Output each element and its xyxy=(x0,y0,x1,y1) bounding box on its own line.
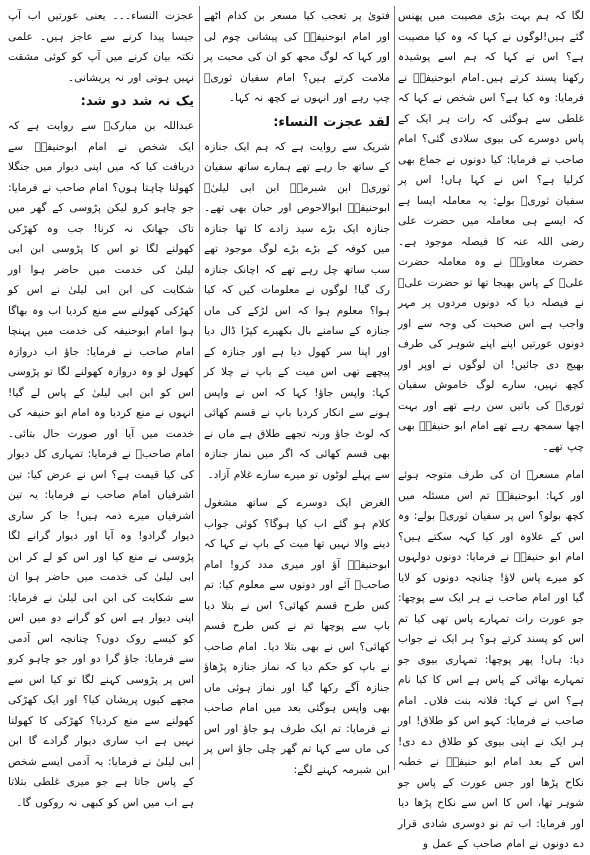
paragraph: لگا کہ ہم بہت بڑی مصیبت میں پھنس گئے ہیں!لوگوں نے کہا کہ وہ کیا مصیبت ہے؟ اس نے کہا کہ ہم اسے پوشیدہ رکھنا پسند کرتے ہیں۔امام ابوحنیفہؒ نے فرمایا: وہ کیا ہے؟ اس شخص نے کہا کہ غلطی سے ہوگئی کہ رات ہر ایک کے پاس دوسرے کی بیوی سلادی گئی؟ امام صاحب نے فرمایا: کیا دونوں نے جماع بھی کرلیا ہے؟ اس نے کہا ہاں! اس پر سفیان ثوریؒ بولے: یہ معاملہ ایسا ہے کہ ایسے ہی معاملہ میں حضرت علی رضی اللہ عنہ کا فیصلہ موجود ہے۔ حضرت معاویہؓ نے وہ معاملہ حضرت علیؓ کے پاس بھیجا تھا تو حضرت علیؓ نے فیصلہ دیا کہ دونوں مردوں پر مہر واجب ہے اس صحبت کی وجہ سے اور دونوں عورتیں اپنے اپنے شوہر کی طرف بھیج دی جائیں! ان لوگوں نے اوپر اور کچھ نہیں، سارے لوگ خاموش سفیان ثوریؒ کی باتیں سن رہے تھے اور بہت اچھا سمجھ رہے تھے امام ابو حنیفہؒ بھی چپ تھے۔ xyxy=(398,10,584,453)
paragraph: عجزت النساء۔۔۔ یعنی عورتیں اب آپ جیسا پیدا کرنے سے عاجز ہیں۔ علمی نکتہ بیان کرنے میں آپ کو کوئی مشقت نہیں ہوتی اور نہ پریشانی۔ xyxy=(8,10,194,84)
text-column-middle xyxy=(204,6,390,780)
text-column-right xyxy=(398,6,584,855)
section-heading: لقد عجزت النساء: xyxy=(273,114,390,130)
column-divider-left xyxy=(199,6,200,770)
text-column-left xyxy=(8,6,194,813)
paragraph: فتویٰ پر تعجب کیا مسعر بن کدام اٹھے اور امام ابوحنیفہؒ کی پیشانی چوم لی اور کہا کہ لوگ مجھ کو ان کی محبت پر ملامت کرتے ہیں؟ امام سفیان ثوریؒ چپ رہے اور انہوں نے کچھ نہ کہا۔ xyxy=(204,10,390,104)
paragraph: امام مسعرؒ ان کی طرف متوجہ ہوئے اور کہا: ابوحنیفہؒ تم اس مسئلہ میں کچھ بولو؟ اس پر سفیان ثوریؒ بولے: وہ اس کے علاوہ اور کیا کہہ سکتے ہیں؟ امام ابو حنیفہؒ نے فرمایا: دونوں دولہوں کو میرے پاس لاؤ! چنانچہ دونوں کو لایا گیا اور امام صاحب نے ہر ایک سے پوچھا: جو عورت رات تمہارے پاس تھی کیا تم اس کو پسند کرتے ہو؟ ہر ایک نے جواب دیا: ہاں! پھر پوچھا: تمہاری بیوی جو تمہارے بھائی کے پاس ہے اس کا کیا نام ہے؟ اس نے کہا: فلانہ بنت فلاں۔ امام صاحب نے فرمایا: کہو اس کو طلاق! اور ہر ایک نے اپنی بیوی کو طلاق دے دی! اس کے بعد امام ابو حنیفہؒ نے خطبہ نکاح پڑھا اور جس عورت کے پاس جو شوہر تھا، اس کا اس سے نکاح پڑھا دیا اور فرمایا: اب تم نو دوسری شادی قرار دے دونوں نے امام صاحب کے عمل و xyxy=(398,469,584,850)
paragraph: عبداللہ بن مبارکؒ سے روایت ہے کہ ایک شخص نے امام ابوحنیفہؒ سے دریافت کیا کہ میں اپنی دیوار میں جنگلا کھولنا چاہتا ہوں؟ امام صاحب نے فرمایا: جو چاہو کرو لیکن پڑوسی کے گھر میں تاک جھانک نہ کرنا! جب وہ کھڑکی کھولنے لگا تو اس کا پڑوسی ابن ابی لیلیٰ کی خدمت میں حاضر ہوا اور شکایت کی ابن ابی لیلیٰ نے اس کو کھڑکی کھولنے سے منع کردیا اب وہ بھاگا ہوا امام ابوحنیفہ کی خدمت میں پہنچا امام صاحب نے فرمایا: جاؤ اب دروازہ کھول لو وہ دروازہ کھولنے لگا تو پڑوسی اس کو ابن ابی لیلیٰ کے پاس لے گیا! انہوں نے منع کردیا وہ امام ابو حنیفہ کی خدمت میں آیا اور صورت حال بتائی۔ امام صاحبؒ نے فرمایا: تمہاری کل دیوار کی کیا قیمت ہے؟ اس نے عرض کیا: تین اشرفیاں امام صاحب نے فرمایا: یہ تین اشرفیاں میرے ذمہ ہیں! جا کر ساری دیوار گرادو! وہ آیا اور دیوار گرانے لگا پڑوسی نے منع کیا اور اس کو لے کر ابن ابی لیلیٰ کی خدمت میں حاضر ہوا ان سے شکایت کی ابن ابی لیلیٰ نے فرمایا: اپنی دیوار ہے اس کو گرانے دو میں اس کو کیسے روک دوں؟ چنانچہ اس آدمی سے فرمایا: جاؤ گرا دو اور جو چاہو کرو اس پر پڑوسی کہنے لگا تو کیا اس سے مجھے کیوں پریشان کیا؟ اور ایک کھڑکی کھولنے سے منع کردیا؟ کھڑکی کا کھولنا نہیں ہے اب ساری دیوار گرادے گا ابن ابی لیلیٰ نے فرمایا: یہ آدمی ایسے شخص کے پاس جاتا ہے جو میری غلطی بتلاتا ہے اب میں اس کو کبھی نہ روکوں گا۔ xyxy=(8,120,194,809)
paragraph: الغرض ایک دوسرے کے ساتھ مشغول کلام ہو گئے اب کیا ہوگا؟ کوئی جواب دینے والا نہیں تھا میت کے باپ نے کہا کہ ابوحنیفہؒ آؤ اور میری مدد کرو! امام صاحبؒ آئے اور دونوں سے معلوم کیا: تم کس طرح قسم کھائی؟ اس نے بتلا دیا باپ سے پوچھا تم نے کس طرح قسم کھائی؟ اس نے بھی بتلا دیا۔ امام صاحب نے باپ کو حکم دیا کہ نماز جنازہ پڑھاؤ جنازہ آگے رکھا گیا اور نماز ہوئی ماں بھی واپس ہوگئی بعد میں امام صاحب نے فرمایا: تم ایک طرف ہو جاؤ اور اس کی ماں سے کہا تم گھر چلی جاؤ اس پر ابن شبرمہ کہنے لگے: xyxy=(204,497,390,776)
section-heading: یک نہ شد دو شد: xyxy=(80,94,194,109)
paragraph: شریک سے روایت ہے کہ ہم ایک جنازہ کے ساتھ جا رہے تھے ہمارے ساتھ سفیان ثوریؒ ابن شبرمہؒ ابن ابی لیلیٰؒ ابوحنیفہؒ ابوالاحوص اور حبان بھی تھے۔ جنازہ ایک بڑے سید زادے کا تھا جنازہ میں کوفہ کے بڑے بڑے لوگ موجود تھے سب ساتھ چل رہے تھے کہ اچانک جنازہ رک گیا! لوگوں نے معلومات کیں کہ کیا ہوا؟ معلوم ہوا کہ اس لڑکے کی ماں جنازہ کے سامنے بال بکھیرے کپڑا ڈال دیا اور اپنا سر کھول دیا ہے اور جنازہ کے پیچھے تھی اس میت کے باپ نے چلا کر کہا: واپس جاؤ! کہا کہ اس نے واپس ہونے سے انکار کردیا باپ نے قسم کھائی کہ لوٹ جاؤ ورنہ تجھے طلاق ہے ماں نے بھی قسم کھائی کہ اگر میں نماز جنازہ سے پہلے لوٹوں تو میرے سارے غلام آزاد۔ xyxy=(204,140,390,481)
column-divider-right xyxy=(394,6,395,770)
